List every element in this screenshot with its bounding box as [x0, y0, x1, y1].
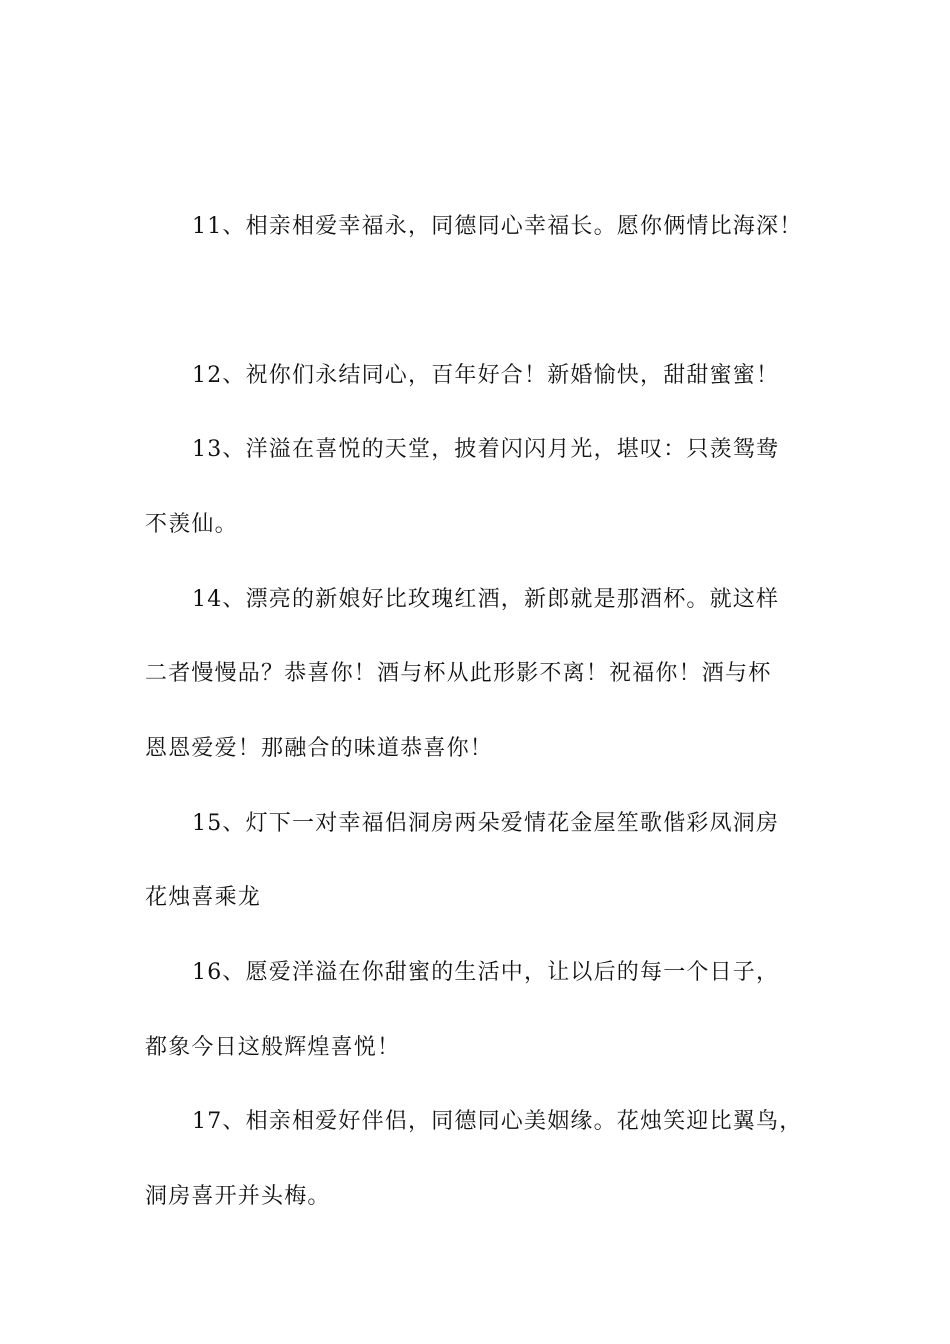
paragraph-16-line-2: 都象今日这般辉煌喜悦！ — [145, 1035, 401, 1060]
paragraph-13-line-2: 不羡仙。 — [145, 512, 238, 537]
paragraph-15-line-2: 花烛喜乘龙 — [145, 885, 262, 910]
paragraph-16-line-1: 16、愿爱洋溢在你甜蜜的生活中，让以后的每一个日子， — [192, 960, 780, 985]
paragraph-14-line-2: 二者慢慢品？恭喜你！酒与杯从此形影不离！祝福你！酒与杯 — [145, 661, 772, 686]
paragraph-15-line-1: 15、灯下一对幸福侣洞房两朵爱情花金屋笙歌偕彩凤洞房 — [192, 811, 780, 836]
paragraph-14-line-3: 恩恩爱爱！那融合的味道恭喜你！ — [145, 736, 494, 761]
paragraph-17-line-2: 洞房喜开并头梅。 — [145, 1184, 331, 1209]
paragraph-17-line-1: 17、相亲相爱好伴侣，同德同心美姻缘。花烛笑迎比翼鸟， — [192, 1109, 803, 1134]
paragraph-13-line-1: 13、洋溢在喜悦的天堂，披着闪闪月光，堪叹：只羡鸳鸯 — [192, 437, 780, 462]
paragraph-14-line-1: 14、漂亮的新娘好比玫瑰红酒，新郎就是那酒杯。就这样 — [192, 587, 780, 612]
paragraph-12-line-1: 12、祝你们永结同心，百年好合！新婚愉快，甜甜蜜蜜！ — [192, 363, 780, 388]
paragraph-11-line-1: 11、相亲相爱幸福永，同德同心幸福长。愿你俩情比海深！ — [192, 214, 803, 239]
